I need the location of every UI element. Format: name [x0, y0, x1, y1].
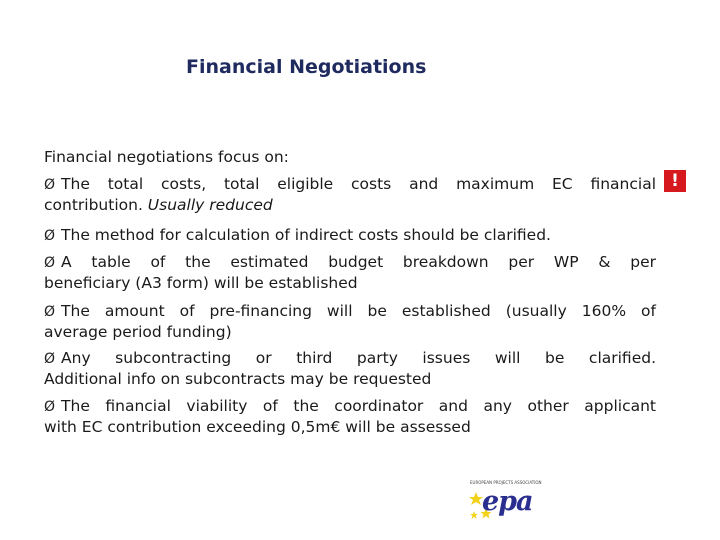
bullet-text-line1: The amount of pre-financing will be established (usually 160% of [61, 302, 656, 320]
logo-caption: EUROPEAN PROJECTS ASSOCIATION [470, 480, 542, 485]
bullet-arrow-icon: Ø [44, 351, 56, 367]
bullet-text-line2: Additional info on subcontracts may be requested [44, 370, 432, 388]
bullet-text-line2: contribution. [44, 196, 148, 214]
logo-wordmark: epa [482, 486, 533, 517]
bullet-budget-table [44, 252, 656, 293]
bullet-text-line1: The total costs, total eligible costs and maximum EC financial [61, 175, 656, 193]
bullet-text-line1: Any subcontracting or third party issues will be clarified. [61, 349, 656, 367]
bullet-text-line2: beneficiary (A3 form) will be established [44, 274, 358, 292]
slide-title: Financial Negotiations [186, 56, 427, 78]
bullet-text-line2: with EC contribution exceeding 0,5m€ will be assessed [44, 418, 471, 436]
bullet-arrow-icon: Ø [44, 177, 56, 193]
bullet-arrow-icon: Ø [44, 304, 56, 320]
bullet-arrow-icon: Ø [44, 228, 56, 244]
bullet-text-line1: A table of the estimated budget breakdown per WP & per [61, 253, 656, 271]
bullet-indirect-costs [44, 225, 656, 246]
intro-text: Financial negotiations focus on: [44, 148, 289, 166]
bullet-total-costs [44, 174, 656, 215]
bullet-subcontracting [44, 348, 656, 389]
bullet-text-italic: Usually reduced [147, 196, 273, 214]
bullet-arrow-icon: Ø [44, 399, 56, 415]
bullet-text: The method for calculation of indirect costs should be clarified. [61, 226, 551, 244]
bullet-text-line2: average period funding) [44, 323, 232, 341]
bullet-pre-financing [44, 301, 656, 342]
bullet-financial-viability [44, 396, 656, 437]
bullet-text-line1: The financial viability of the coordinator and any other applicant [61, 397, 656, 415]
bullet-arrow-icon: Ø [44, 255, 56, 271]
alert-icon: ! [664, 170, 686, 192]
